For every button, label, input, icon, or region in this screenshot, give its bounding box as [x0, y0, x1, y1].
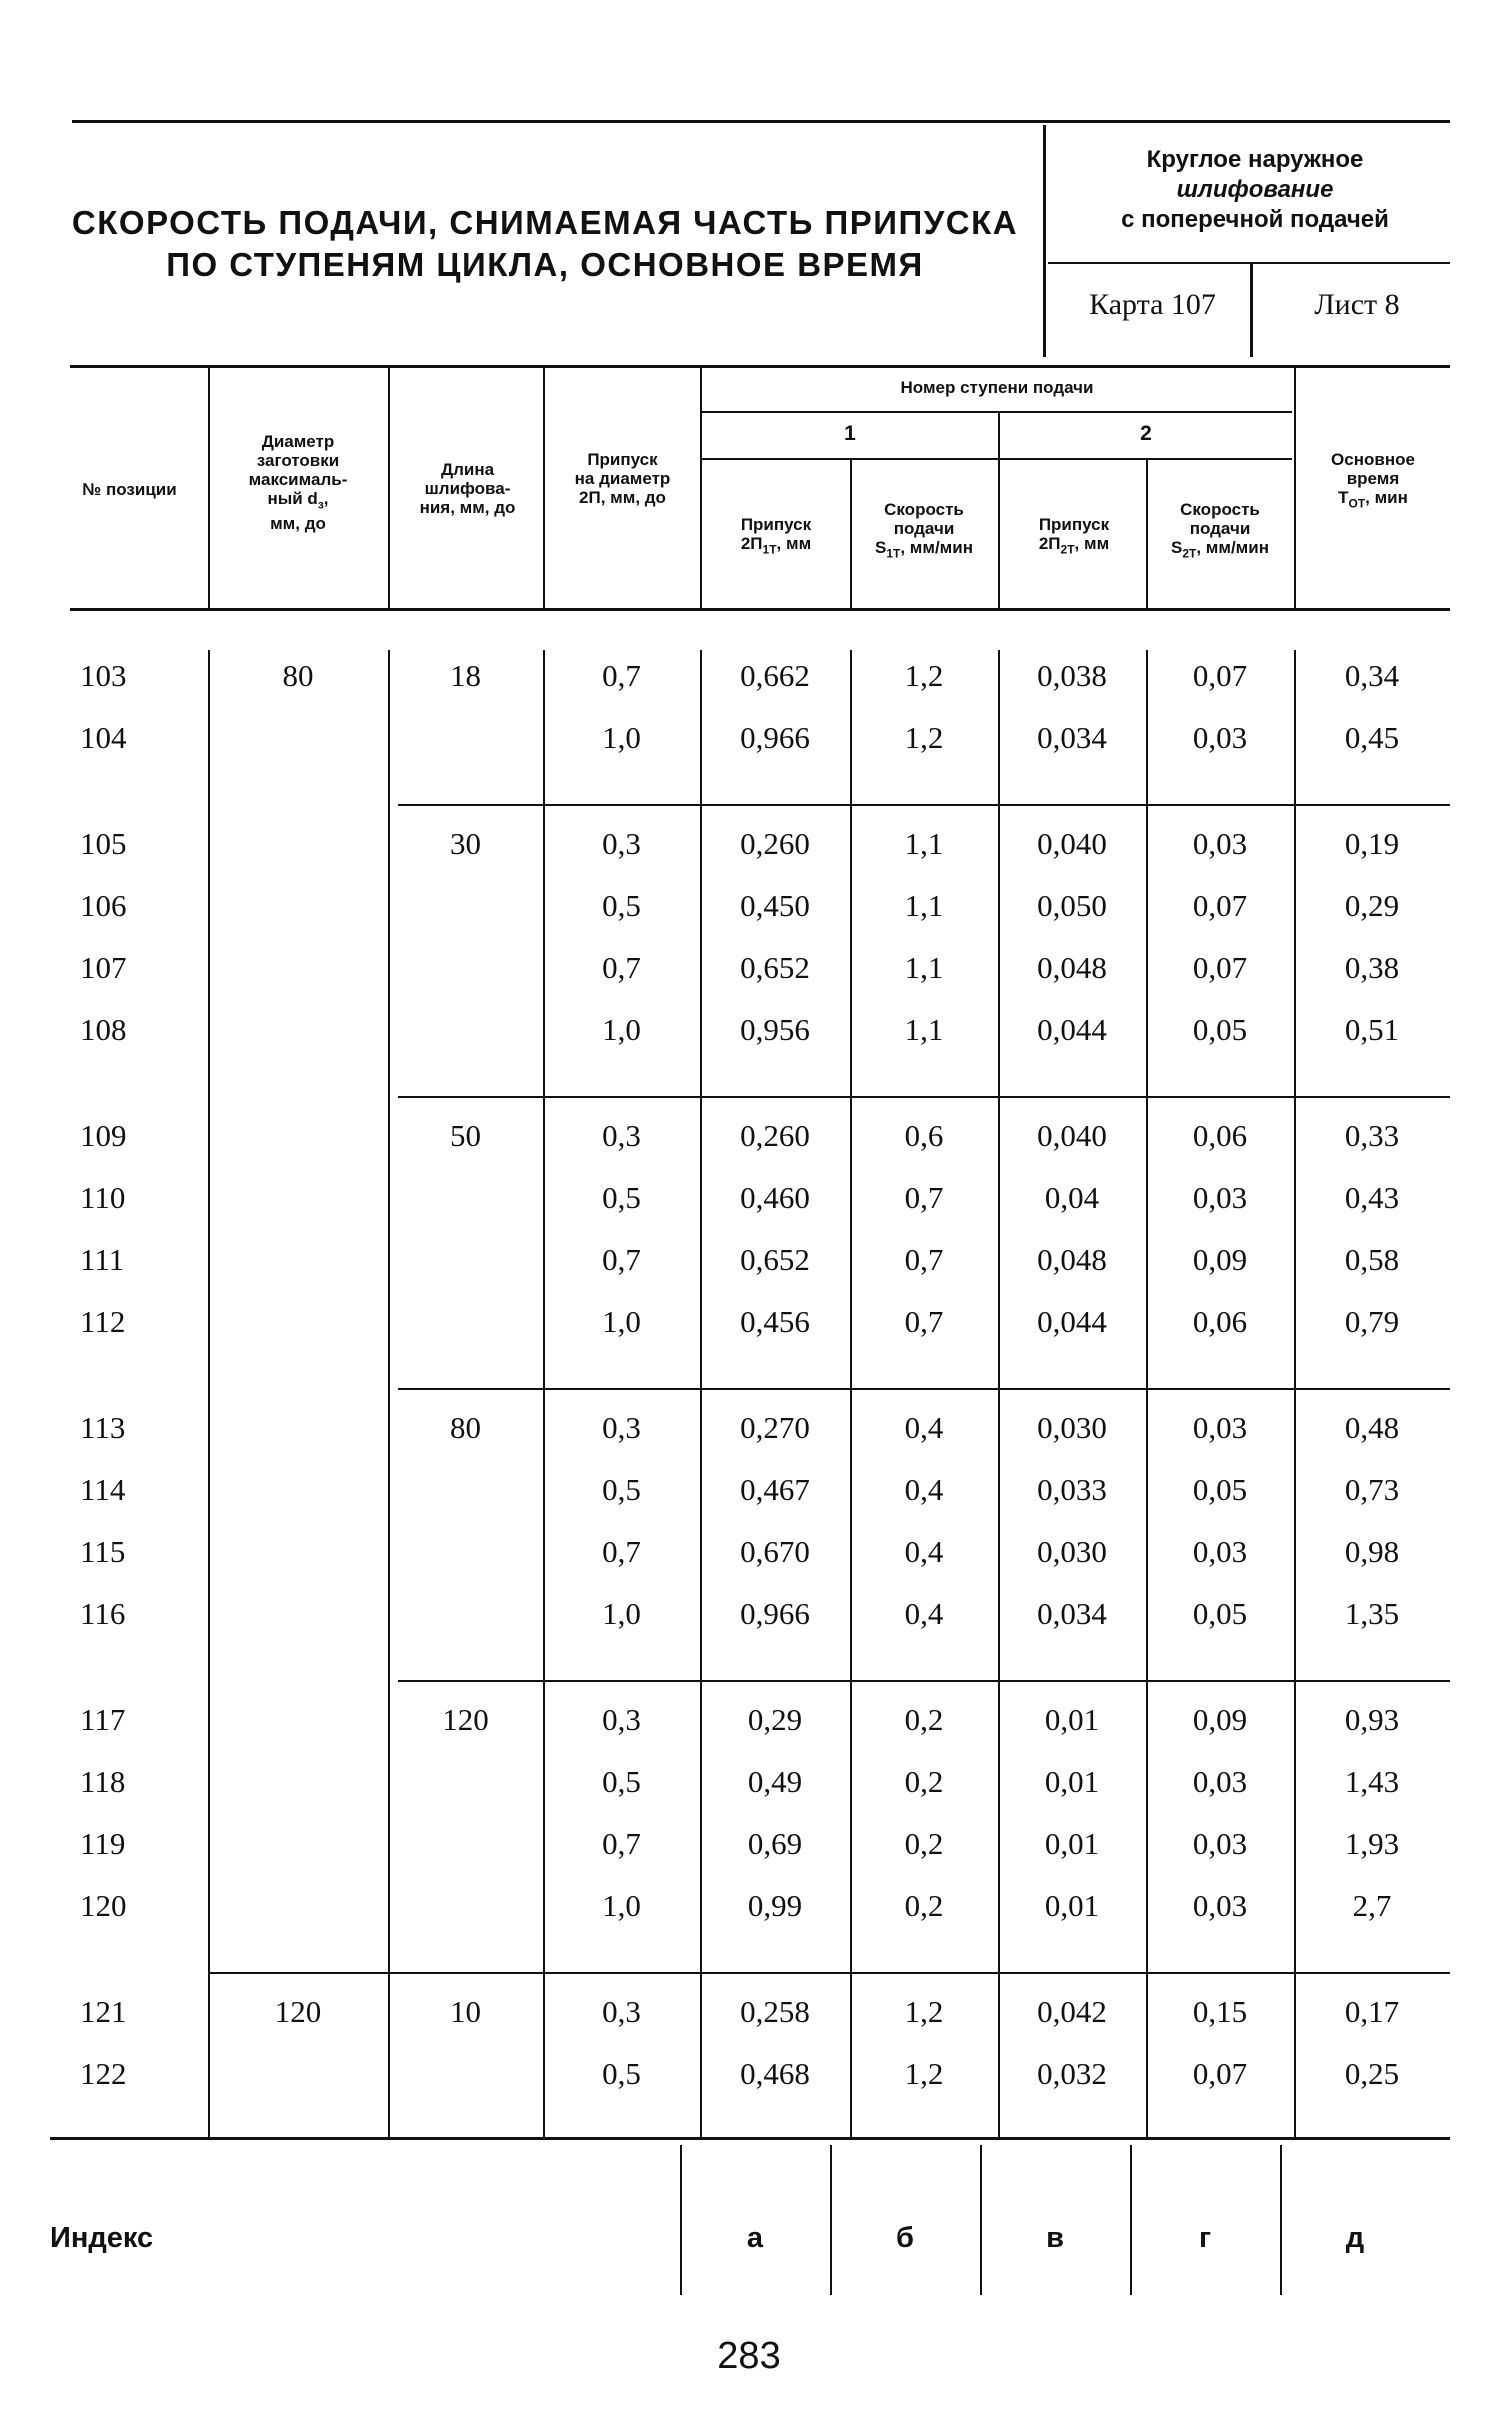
allowance-cell: 0,7 — [602, 1242, 641, 1277]
table-row — [50, 1583, 1450, 1645]
allowance-cell: 0,7 — [602, 658, 641, 693]
table-row — [50, 1397, 1450, 1459]
feed2-cell: 0,07 — [1192, 2056, 1248, 2091]
allowance-cell: 0,3 — [602, 1702, 641, 1737]
length-cell — [388, 1813, 543, 1875]
table-row — [50, 1751, 1450, 1813]
feed1-cell: 1,1 — [904, 888, 944, 923]
diameter-cell — [208, 1875, 388, 1937]
diameter-cell — [208, 1291, 388, 1353]
length-cell — [388, 1751, 543, 1813]
position-cell: 118 — [80, 1764, 126, 1799]
allowance-cell: 0,5 — [602, 1472, 641, 1507]
feed1-cell: 0,2 — [904, 1702, 944, 1737]
card-number: Карта 107 — [1089, 288, 1216, 321]
feed2-cell: 0,15 — [1192, 1994, 1248, 2029]
allowance2-cell: 0,048 — [1037, 1242, 1107, 1277]
allowance2-cell: 0,044 — [1037, 1304, 1107, 1339]
table-bottom-rule — [50, 2137, 1450, 2140]
allowance1-cell: 0,49 — [747, 1764, 803, 1799]
page-title: СКОРОСТЬ ПОДАЧИ, СНИМАЕМАЯ ЧАСТЬ ПРИПУСКА ПО СТУПЕНЯМ ЦИКЛА, ОСНОВНОЕ ВРЕМЯ — [71, 204, 1019, 283]
table-row — [50, 1459, 1450, 1521]
allowance1-cell: 0,662 — [740, 658, 810, 693]
length-cell — [388, 1521, 543, 1583]
allowance2-cell: 0,048 — [1037, 950, 1107, 985]
header-bottom-rule — [70, 608, 1450, 611]
diameter-cell — [208, 1229, 388, 1291]
allowance2-cell: 0,01 — [1044, 1888, 1100, 1923]
time-cell: 0,17 — [1344, 1994, 1400, 2029]
group-spacer — [50, 1353, 1450, 1397]
feed1-cell: 0,2 — [904, 1764, 944, 1799]
position-cell: 110 — [80, 1180, 126, 1215]
header-col-rule — [850, 458, 852, 610]
header-col-rule — [388, 368, 390, 610]
step-number-rule — [702, 458, 1292, 460]
allowance2-cell: 0,033 — [1037, 1472, 1107, 1507]
table-row — [50, 1229, 1450, 1291]
time-cell: 0,25 — [1344, 2056, 1400, 2091]
header-col-rule — [700, 368, 702, 610]
allowance1-cell: 0,258 — [740, 1994, 810, 2029]
time-cell: 0,48 — [1344, 1410, 1400, 1445]
index-col-rule — [830, 2145, 832, 2295]
index-letter-d: д — [1345, 2222, 1365, 2254]
feed2-cell: 0,05 — [1192, 1012, 1248, 1047]
allowance1-cell: 0,468 — [740, 2056, 810, 2091]
feed2-cell: 0,05 — [1192, 1596, 1248, 1631]
position-cell: 106 — [80, 888, 127, 923]
allowance2-cell: 0,030 — [1037, 1410, 1107, 1445]
table-row — [50, 813, 1450, 875]
feed1-cell: 0,4 — [904, 1596, 944, 1631]
time-cell: 0,19 — [1344, 826, 1400, 861]
table-row — [50, 937, 1450, 999]
position-cell: 114 — [80, 1472, 126, 1507]
feed2-cell: 0,03 — [1192, 1888, 1248, 1923]
feed2-cell: 0,07 — [1192, 888, 1248, 923]
table-row — [50, 1875, 1450, 1937]
allowance1-cell: 0,460 — [740, 1180, 810, 1215]
allowance1-cell: 0,467 — [740, 1472, 810, 1507]
time-cell: 0,98 — [1344, 1534, 1400, 1569]
allowance-cell: 0,7 — [602, 950, 641, 985]
position-cell: 117 — [80, 1702, 126, 1737]
position-cell: 119 — [80, 1826, 126, 1861]
feed2-cell: 0,03 — [1192, 1180, 1248, 1215]
allowance1-cell: 0,456 — [740, 1304, 810, 1339]
feed2-cell: 0,03 — [1192, 1764, 1248, 1799]
length-cell — [388, 1583, 543, 1645]
feed1-cell: 1,1 — [904, 950, 944, 985]
table-row — [50, 2043, 1450, 2105]
table-row — [50, 999, 1450, 1061]
page-number: 283 — [717, 2335, 781, 2377]
index-label: Индекс — [50, 2222, 154, 2254]
group-spacer — [50, 1645, 1450, 1689]
allowance2-cell: 0,030 — [1037, 1534, 1107, 1569]
allowance-cell: 1,0 — [602, 1888, 641, 1923]
allowance-cell: 0,5 — [602, 2056, 641, 2091]
header-step-2: 2 — [1140, 422, 1152, 445]
feed2-cell: 0,09 — [1192, 1702, 1248, 1737]
data-table — [50, 645, 1450, 2105]
index-col-rule — [1130, 2145, 1132, 2295]
feed2-cell: 0,05 — [1192, 1472, 1248, 1507]
index-col-rule — [680, 2145, 682, 2295]
feed1-cell: 1,2 — [904, 2056, 944, 2091]
length-cell — [388, 1291, 543, 1353]
sheet-number: Лист 8 — [1314, 288, 1400, 321]
feed1-cell: 1,1 — [904, 826, 944, 861]
position-cell: 120 — [80, 1888, 127, 1923]
length-cell: 80 — [450, 1410, 481, 1445]
index-letter-b: б — [896, 2222, 914, 2254]
allowance2-cell: 0,034 — [1037, 1596, 1107, 1631]
feed1-cell: 0,4 — [904, 1410, 944, 1445]
table-row — [50, 645, 1450, 707]
group-spacer — [50, 1061, 1450, 1105]
header-allowance-step1: Припуск $2П_{1Т}$, мм — [740, 515, 812, 557]
diameter-cell — [208, 1813, 388, 1875]
position-cell: 104 — [80, 720, 127, 755]
diameter-cell: 80 — [282, 658, 314, 693]
feed1-cell: 0,6 — [904, 1118, 944, 1153]
table-row — [50, 1167, 1450, 1229]
feed2-cell: 0,03 — [1192, 826, 1248, 861]
step-group-rule — [702, 411, 1292, 413]
feed2-cell: 0,06 — [1192, 1304, 1248, 1339]
allowance-cell: 1,0 — [602, 1304, 641, 1339]
diameter-cell — [208, 937, 388, 999]
header-top-rule — [70, 365, 1450, 368]
table-row — [50, 1981, 1450, 2043]
length-cell — [388, 1875, 543, 1937]
feed1-cell: 0,4 — [904, 1472, 944, 1507]
feed1-cell: 1,2 — [904, 720, 944, 755]
length-cell — [388, 2043, 543, 2105]
header-length: Длина шлифова- ния, мм, до — [419, 460, 516, 517]
position-cell: 107 — [80, 950, 127, 985]
allowance2-cell: 0,050 — [1037, 888, 1107, 923]
header-step-1: 1 — [844, 422, 856, 445]
feed1-cell: 1,2 — [904, 1994, 944, 2029]
index-col-rule — [980, 2145, 982, 2295]
allowance1-cell: 0,652 — [740, 1242, 810, 1277]
time-cell: 0,33 — [1344, 1118, 1400, 1153]
time-cell: 0,73 — [1344, 1472, 1400, 1507]
length-cell — [388, 1459, 543, 1521]
diameter-cell: 120 — [274, 1994, 322, 2029]
diameter-cell — [208, 1751, 388, 1813]
allowance-cell: 1,0 — [602, 1012, 641, 1047]
allowance-cell: 0,5 — [602, 1180, 641, 1215]
time-cell: 0,38 — [1344, 950, 1400, 985]
feed2-cell: 0,03 — [1192, 1534, 1248, 1569]
header-feed-step1: Скорость подачи $S_{1Т}$, мм/мин — [875, 500, 973, 561]
feed2-cell: 0,06 — [1192, 1118, 1248, 1153]
allowance2-cell: 0,032 — [1037, 2056, 1107, 2091]
length-cell — [388, 1167, 543, 1229]
table-row — [50, 1521, 1450, 1583]
allowance1-cell: 0,270 — [740, 1410, 810, 1445]
table-row — [50, 1105, 1450, 1167]
card-sheet-divider — [1250, 264, 1253, 357]
allowance2-cell: 0,040 — [1037, 826, 1107, 861]
time-cell: 0,93 — [1344, 1702, 1400, 1737]
position-cell: 122 — [80, 2056, 127, 2091]
feed2-cell: 0,07 — [1192, 658, 1248, 693]
feed2-cell: 0,03 — [1192, 720, 1248, 755]
diameter-cell — [208, 813, 388, 875]
feed1-cell: 0,2 — [904, 1888, 944, 1923]
feed2-cell: 0,09 — [1192, 1242, 1248, 1277]
group-spacer — [50, 1937, 1450, 1981]
time-cell: 0,29 — [1344, 888, 1400, 923]
diameter-cell — [208, 875, 388, 937]
header-col-rule — [998, 413, 1000, 610]
position-cell: 108 — [80, 1012, 127, 1047]
allowance-cell: 0,3 — [602, 1994, 641, 2029]
time-cell: 0,45 — [1344, 720, 1400, 755]
table-row — [50, 707, 1450, 769]
position-cell: 105 — [80, 826, 127, 861]
position-cell: 109 — [80, 1118, 127, 1153]
feed1-cell: 0,7 — [904, 1304, 944, 1339]
diameter-cell — [208, 707, 388, 769]
table-row — [50, 1689, 1450, 1751]
length-cell: 10 — [450, 1994, 481, 2029]
length-cell: 120 — [442, 1702, 489, 1737]
index-col-rule — [1280, 2145, 1282, 2295]
diameter-cell — [208, 1167, 388, 1229]
allowance1-cell: 0,966 — [740, 1596, 810, 1631]
time-cell: 0,34 — [1344, 658, 1400, 693]
diameter-cell — [208, 1105, 388, 1167]
allowance2-cell: 0,04 — [1044, 1180, 1100, 1215]
feed1-cell: 0,2 — [904, 1826, 944, 1861]
group-spacer — [50, 769, 1450, 813]
feed1-cell: 0,7 — [904, 1242, 944, 1277]
position-cell: 113 — [80, 1410, 126, 1445]
allowance-cell: 0,3 — [602, 1410, 641, 1445]
allowance1-cell: 0,29 — [747, 1702, 803, 1737]
allowance-cell: 0,7 — [602, 1534, 641, 1569]
allowance-cell: 0,5 — [602, 888, 641, 923]
length-cell — [388, 999, 543, 1061]
header-col-rule — [543, 368, 545, 610]
feed1-cell: 0,4 — [904, 1534, 944, 1569]
position-cell: 115 — [80, 1534, 126, 1569]
index-letter-v: в — [1046, 2222, 1064, 2254]
diameter-cell — [208, 1397, 388, 1459]
length-cell — [388, 875, 543, 937]
header-col-rule — [208, 368, 210, 610]
allowance1-cell: 0,69 — [747, 1826, 803, 1861]
header-allowance-step2: Припуск $2П_{2Т}$, мм — [1038, 515, 1110, 557]
operation-description: Круглое наружное шлифование с поперечной подачей — [1121, 146, 1389, 233]
time-cell: 0,58 — [1344, 1242, 1400, 1277]
index-letter-a: а — [746, 2222, 764, 2254]
header-main-time: Основное время $Т_{ОТ}$, мин — [1331, 450, 1415, 511]
diameter-cell — [208, 1521, 388, 1583]
time-cell: 0,51 — [1344, 1012, 1400, 1047]
allowance2-cell: 0,044 — [1037, 1012, 1107, 1047]
header-diameter: Диаметр заготовки максималь- ный $d_з$, мм, до — [248, 432, 348, 534]
feed2-cell: 0,07 — [1192, 950, 1248, 985]
time-cell: 0,43 — [1344, 1180, 1400, 1215]
header-position: № позиции — [82, 480, 177, 499]
time-cell: 1,93 — [1344, 1826, 1400, 1861]
header-col-rule — [1294, 368, 1296, 610]
allowance2-cell: 0,040 — [1037, 1118, 1107, 1153]
allowance2-cell: 0,01 — [1044, 1764, 1100, 1799]
top-rule — [72, 120, 1450, 123]
table-row — [50, 875, 1450, 937]
allowance2-cell: 0,034 — [1037, 720, 1107, 755]
position-cell: 116 — [80, 1596, 126, 1631]
feed1-cell: 1,2 — [904, 658, 944, 693]
allowance-cell: 1,0 — [602, 1596, 641, 1631]
allowance1-cell: 0,450 — [740, 888, 810, 923]
time-cell: 1,35 — [1344, 1596, 1400, 1631]
allowance1-cell: 0,99 — [747, 1888, 803, 1923]
feed1-cell: 1,1 — [904, 1012, 944, 1047]
position-cell: 111 — [80, 1242, 125, 1277]
allowance-cell: 0,3 — [602, 826, 641, 861]
time-cell: 2,7 — [1352, 1888, 1392, 1923]
header-allowance: Припуск на диаметр 2П, мм, до — [574, 450, 671, 507]
allowance2-cell: 0,042 — [1037, 1994, 1107, 2029]
allowance1-cell: 0,670 — [740, 1534, 810, 1569]
feed2-cell: 0,03 — [1192, 1410, 1248, 1445]
diameter-cell — [208, 1689, 388, 1751]
position-cell: 112 — [80, 1304, 126, 1339]
length-cell — [388, 1229, 543, 1291]
length-cell: 18 — [450, 658, 481, 693]
header-feed-step2: Скорость подачи $S_{2Т}$, мм/мин — [1171, 500, 1269, 561]
time-cell: 1,43 — [1344, 1764, 1400, 1799]
allowance2-cell: 0,038 — [1037, 658, 1107, 693]
allowance2-cell: 0,01 — [1044, 1826, 1100, 1861]
header-step-number: Номер ступени подачи — [900, 378, 1094, 397]
feed2-cell: 0,03 — [1192, 1826, 1248, 1861]
allowance1-cell: 0,260 — [740, 1118, 810, 1153]
diameter-cell — [208, 2043, 388, 2105]
allowance1-cell: 0,966 — [740, 720, 810, 755]
length-cell: 30 — [450, 826, 481, 861]
feed1-cell: 0,7 — [904, 1180, 944, 1215]
allowance1-cell: 0,652 — [740, 950, 810, 985]
diameter-cell — [208, 1459, 388, 1521]
diameter-cell — [208, 1583, 388, 1645]
length-cell — [388, 937, 543, 999]
card-rule — [1048, 262, 1450, 264]
allowance1-cell: 0,956 — [740, 1012, 810, 1047]
diameter-cell — [208, 999, 388, 1061]
allowance2-cell: 0,01 — [1044, 1702, 1100, 1737]
time-cell: 0,79 — [1344, 1304, 1400, 1339]
header-col-rule — [1146, 458, 1148, 610]
allowance-cell: 1,0 — [602, 720, 641, 755]
header-divider — [1043, 125, 1046, 357]
allowance-cell: 0,5 — [602, 1764, 641, 1799]
position-cell: 121 — [80, 1994, 127, 2029]
length-cell: 50 — [450, 1118, 481, 1153]
index-letter-g: г — [1198, 2222, 1212, 2254]
table-row — [50, 1813, 1450, 1875]
allowance-cell: 0,7 — [602, 1826, 641, 1861]
table-row — [50, 1291, 1450, 1353]
allowance-cell: 0,3 — [602, 1118, 641, 1153]
length-cell — [388, 707, 543, 769]
position-cell: 103 — [80, 658, 127, 693]
allowance1-cell: 0,260 — [740, 826, 810, 861]
